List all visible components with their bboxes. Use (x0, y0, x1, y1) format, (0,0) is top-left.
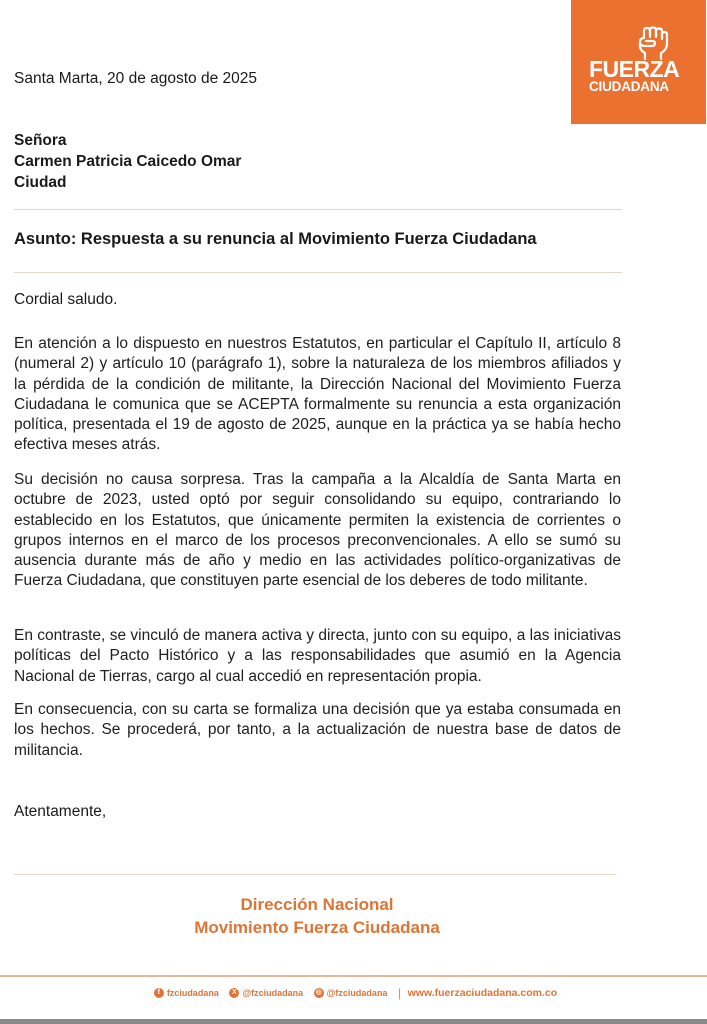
divider (14, 272, 622, 273)
raised-fist-icon (634, 26, 670, 60)
footer-divider (0, 975, 707, 977)
x-icon: X (229, 988, 239, 998)
signature-line1: Dirección Nacional (240, 895, 394, 914)
signature-line (14, 874, 615, 875)
place-date: Santa Marta, 20 de agosto de 2025 (14, 70, 258, 87)
facebook-icon: f (154, 988, 164, 998)
divider (14, 209, 622, 210)
recipient-title: Señora (14, 132, 67, 149)
body-paragraph: En atención a lo dispuesto en nuestros Estatutos, en particular el Capítulo II, artículo 8 (numeral 2) y artículo 10 (parágrafo 1), sobre la naturaleza de los miembros afiliados y la pérdida de la condición de militante, la Dirección Nacional del Movimiento Fuerza Ciudadana le comunica que se ACEPTA formalmente su renuncia a esta organización política, presentada el 19 de agosto de 2025, aunque en la práctica ya se había hecho efectiva meses atrás. (14, 335, 621, 454)
page-bottom-edge (0, 1019, 707, 1024)
footer-x[interactable] (229, 988, 303, 999)
recipient-block (14, 130, 241, 193)
facebook-handle: fzciudadana (166, 987, 219, 998)
recipient-city: Ciudad (14, 174, 67, 191)
logo-text-fuerza: FUERZA (589, 56, 680, 82)
website-link[interactable]: www.fuerzaciudadana.com.co (407, 987, 558, 999)
instagram-handle: @fzciudadana (326, 987, 388, 998)
signature-line2: Movimiento Fuerza Ciudadana (194, 918, 440, 937)
signature-block (0, 893, 634, 939)
closing: Atentamente, (14, 803, 107, 820)
footer-instagram[interactable] (314, 988, 388, 999)
subject-line: Asunto: Respuesta a su renuncia al Movimiento Fuerza Ciudadana (14, 230, 537, 248)
logo-text-ciudadana: CIUDADANA (589, 79, 669, 94)
x-handle: @fzciudadana (242, 987, 304, 998)
greeting: Cordial saludo. (14, 291, 118, 308)
footer (0, 986, 707, 1000)
logo (571, 0, 706, 124)
body-paragraph: Su decisión no causa sorpresa. Tras la campaña a la Alcaldía de Santa Marta en octubre de 2023, usted optó por seguir consolidando su equipo, contrariando lo establecido en los Estatutos, que únicamente permiten la existencia de corrientes o grupos internos en el marco de los procesos preconvencionales. A ello se sumó su ausencia durante más de año y medio en las actividades político-organizativas de Fuerza Ciudadana, que constituyen parte esencial de los deberes de todo militante. (14, 471, 621, 590)
footer-separator: | (397, 986, 402, 1000)
footer-facebook[interactable] (154, 988, 219, 999)
body-paragraph: En contraste, se vinculó de manera activa y directa, junto con su equipo, a las iniciativas políticas del Pacto Histórico y a las responsabilidades que asumió en la Agencia Nacional de Tierras, cargo al cual accedió en representación propia. (14, 627, 621, 685)
recipient-name: Carmen Patricia Caicedo Omar (14, 153, 242, 170)
instagram-icon: ◎ (315, 989, 322, 997)
body-paragraph: En consecuencia, con su carta se formaliza una decisión que ya estaba consumada en los hechos. Se procederá, por tanto, a la actualización de nuestra base de datos de militancia. (14, 701, 621, 759)
